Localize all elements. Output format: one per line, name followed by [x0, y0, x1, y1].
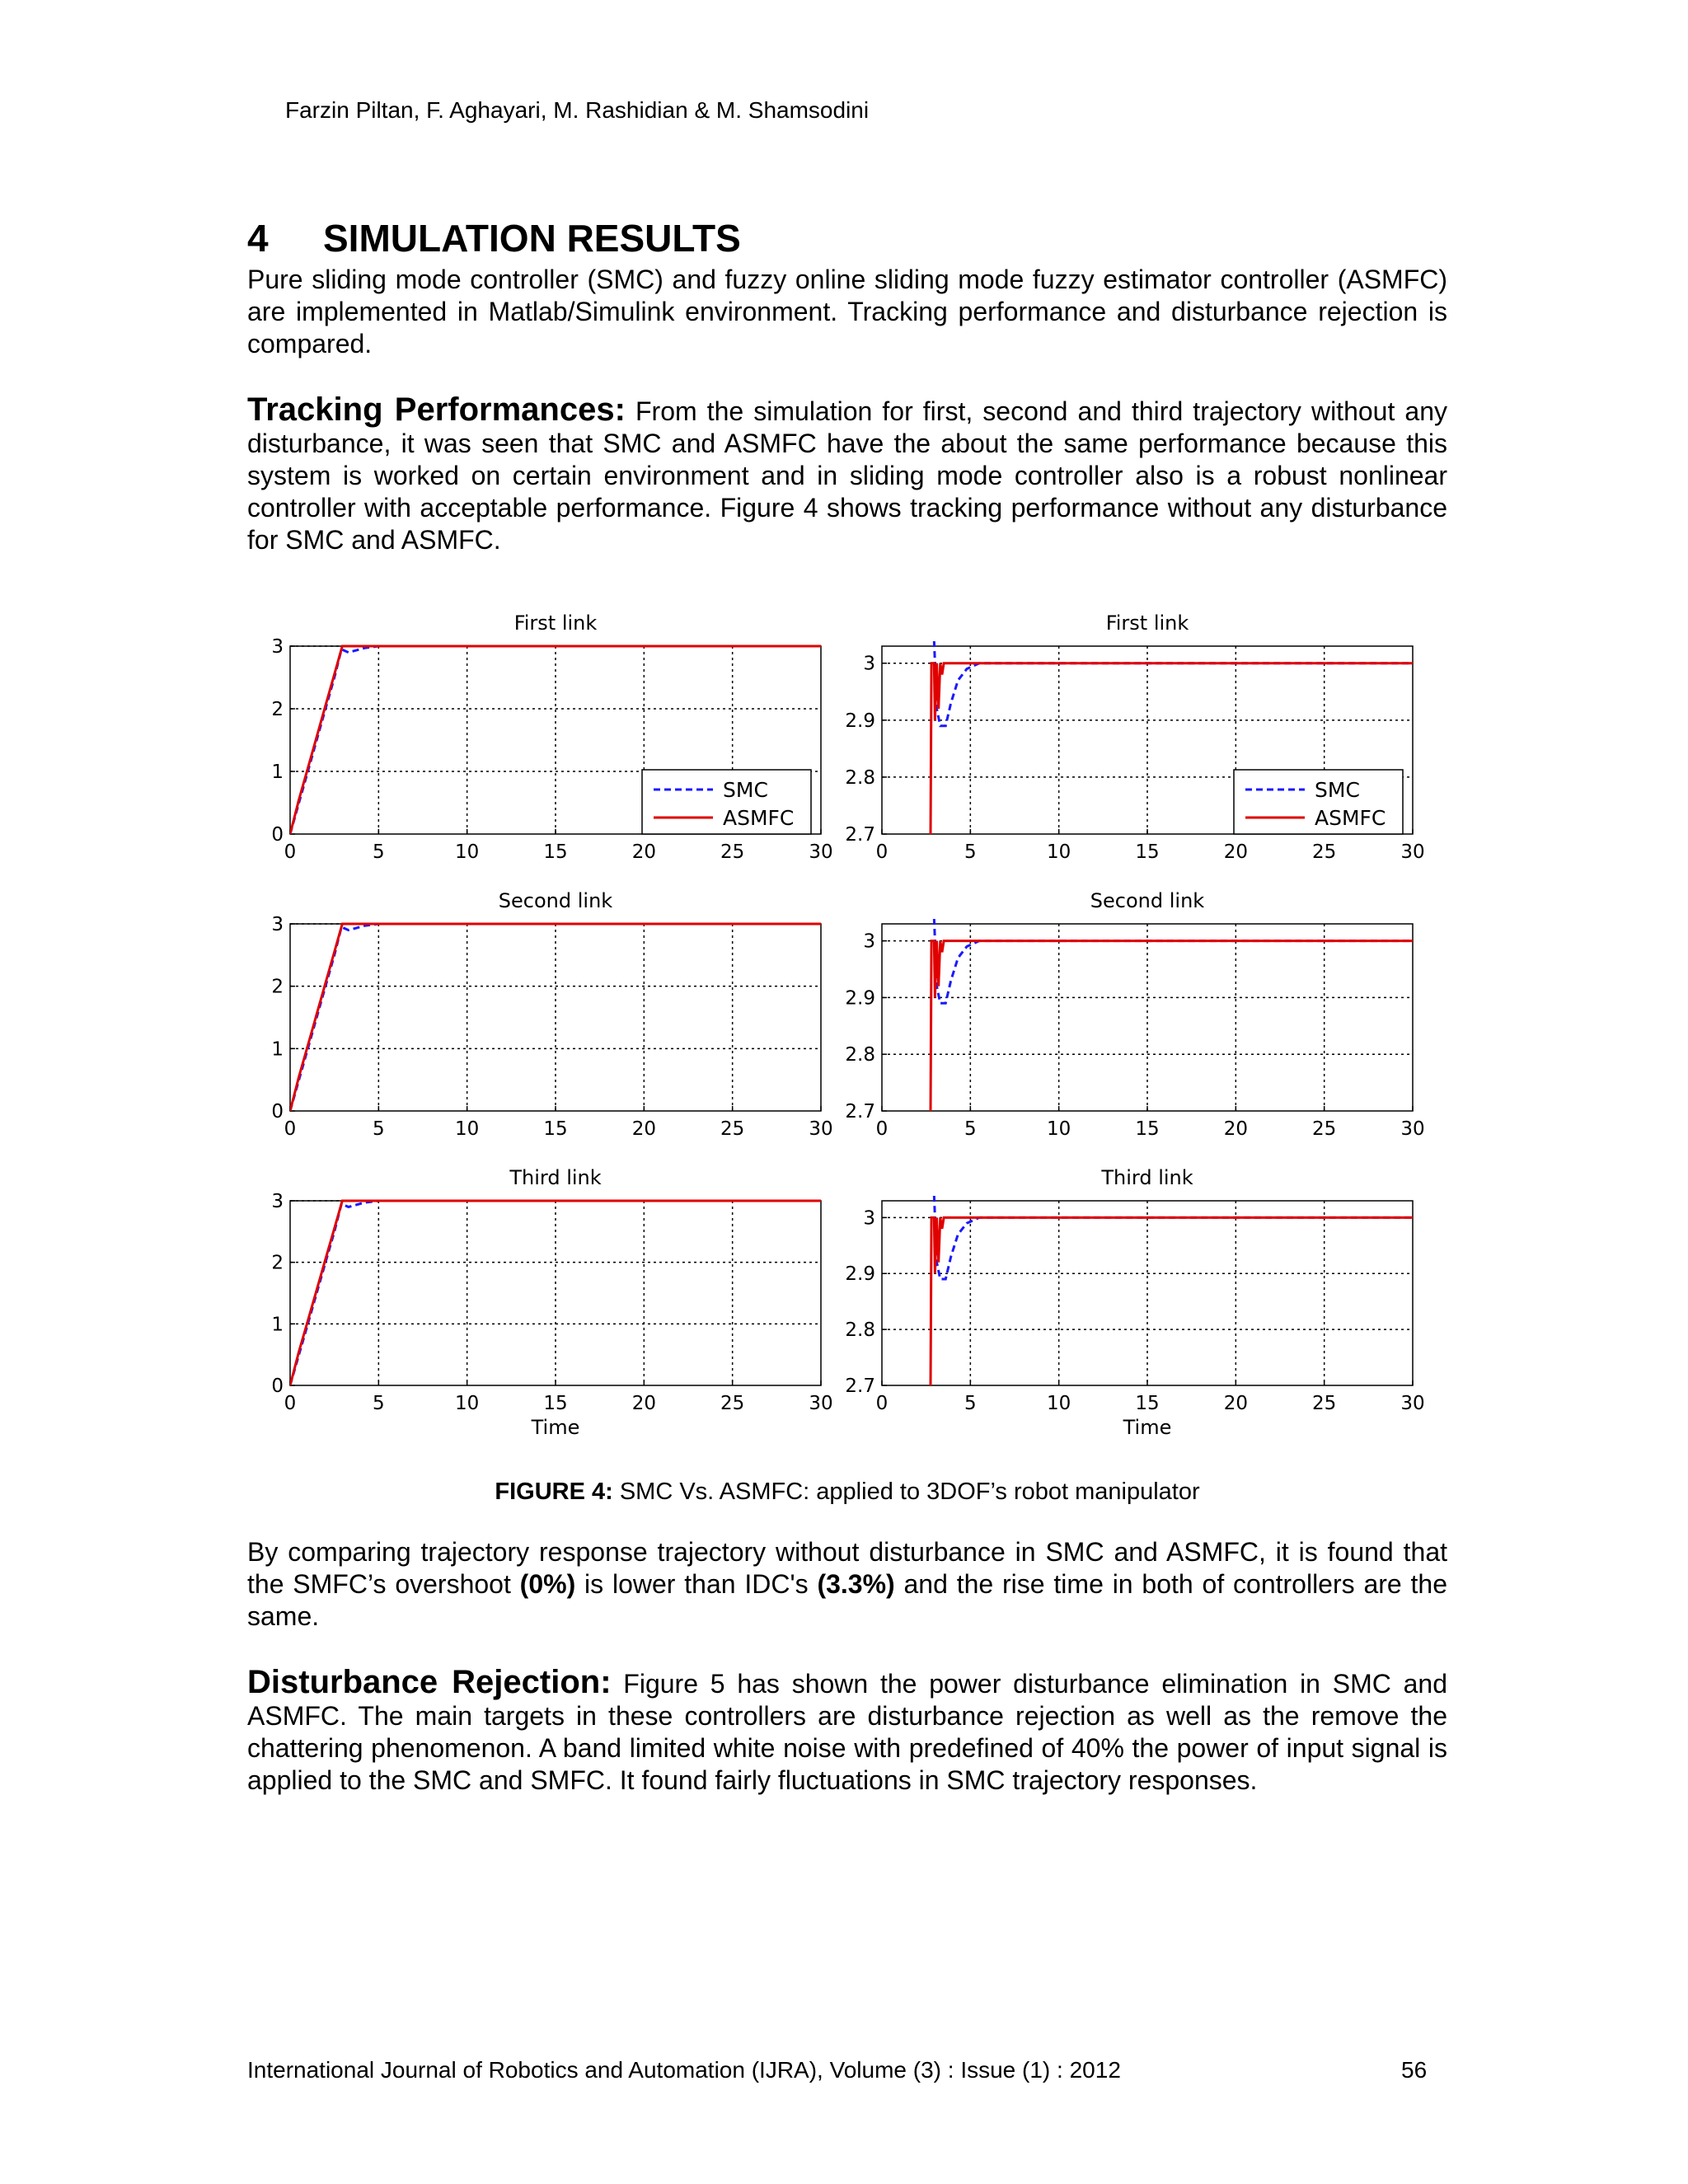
chart-title: Third link [509, 1166, 602, 1189]
x-tick-label: 15 [1135, 1118, 1160, 1140]
comparison-paragraph [247, 1536, 1447, 1633]
intro-paragraph: Pure sliding mode controller (SMC) and fuzzy online sliding mode fuzzy estimator controller (ASMFC) are implemented in Matlab/Simulink environment. Tracking performance and disturbance rejection is compared. [247, 265, 1447, 359]
comparison-text-1: By comparing trajectory response trajectory without disturbance in SMC and ASMFC, it is found that the SMFC’s overshoot [247, 1537, 1447, 1599]
disturbance-text: Figure 5 has shown the power disturbance elimination in SMC and ASMFC. The main targets in these controllers are disturbance rejection as well as the remove the chattering phenomenon. A band limited white noise with predefined of 40% the power of input signal is applied to the SMC and SMFC. It found fairly fluctuations in SMC trajectory responses. [247, 1669, 1447, 1795]
x-tick-label: 0 [284, 1118, 297, 1140]
section-title: SIMULATION RESULTS [323, 217, 741, 260]
y-tick-label: 2.7 [845, 824, 875, 846]
x-axis-label: Time [531, 1416, 580, 1439]
x-tick-label: 25 [1312, 1393, 1337, 1414]
x-tick-label: 0 [284, 1393, 297, 1414]
figure-caption [247, 1479, 1447, 1506]
chart-panel-2 [845, 612, 1424, 863]
chart-title: Second link [498, 889, 613, 912]
x-tick-label: 5 [373, 1118, 385, 1140]
tracking-lead: Tracking Performances: [247, 391, 626, 428]
x-tick-label: 20 [631, 1393, 656, 1414]
chart-panel-1 [271, 612, 832, 863]
y-tick-label: 2.8 [845, 1319, 875, 1342]
x-tick-label: 10 [1047, 841, 1071, 863]
y-tick-label: 3 [271, 1191, 284, 1212]
x-tick-label: 5 [373, 841, 385, 863]
disturbance-lead: Disturbance Rejection: [247, 1664, 612, 1700]
y-tick-label: 3 [863, 930, 875, 953]
x-tick-label: 10 [455, 841, 480, 863]
legend-label-asmfc: ASMFC [1315, 806, 1386, 830]
x-tick-label: 25 [720, 841, 745, 863]
chart-panel-5 [271, 1166, 832, 1439]
comparison-bold-1: (0%) [519, 1569, 576, 1599]
x-tick-label: 15 [543, 1118, 568, 1140]
y-tick-label: 2.7 [845, 1376, 875, 1397]
y-tick-label: 2 [271, 699, 284, 720]
y-tick-label: 2.9 [845, 987, 875, 1010]
x-tick-label: 5 [964, 841, 977, 863]
x-tick-label: 20 [1223, 841, 1248, 863]
chart-title: Third link [1101, 1166, 1193, 1189]
comparison-text-2: is lower than IDC's [575, 1569, 818, 1599]
x-tick-label: 10 [1047, 1393, 1071, 1414]
series-smc-line [934, 918, 1413, 1003]
x-tick-label: 15 [543, 1393, 568, 1414]
comparison-bold-2: (3.3%) [817, 1569, 895, 1599]
legend-label-smc: SMC [1315, 778, 1360, 802]
series-smc-line [934, 1195, 1413, 1279]
footer-journal: International Journal of Robotics and Automation (IJRA), Volume (3) : Issue (1) : 2012 [247, 2057, 1121, 2083]
legend-label-smc: SMC [723, 778, 768, 802]
chart-panel-4 [845, 889, 1424, 1140]
y-tick-label: 0 [271, 1101, 284, 1122]
y-tick-label: 2 [271, 976, 284, 998]
figure-label: FIGURE 4: [495, 1479, 613, 1505]
chart-title: Second link [1090, 889, 1205, 912]
x-tick-label: 5 [964, 1393, 977, 1414]
x-tick-label: 30 [809, 841, 833, 863]
y-tick-label: 2.9 [845, 1263, 875, 1286]
y-tick-label: 3 [863, 653, 875, 675]
series-asmfc-line [931, 941, 1413, 1111]
y-tick-label: 0 [271, 824, 284, 846]
running-head: Farzin Piltan, F. Aghayari, M. Rashidian & M. Shamsodini [285, 97, 870, 123]
x-tick-label: 0 [284, 841, 297, 863]
chart-panel-6 [845, 1166, 1424, 1439]
y-tick-label: 2.7 [845, 1101, 875, 1122]
series-smc-line [934, 640, 1413, 726]
x-tick-label: 5 [964, 1118, 977, 1140]
x-tick-label: 0 [875, 1118, 889, 1140]
x-axis-label: Time [1123, 1416, 1172, 1439]
disturbance-paragraph [247, 1666, 1447, 1797]
series-asmfc-line [931, 1217, 1413, 1385]
chart-title: First link [1105, 612, 1189, 635]
x-tick-label: 30 [809, 1118, 833, 1140]
tracking-text: From the simulation for first, second and third trajectory without any disturbance, it was seen that SMC and ASMFC have the about the same performance because this system is worked on certain environment and in sliding mode controller also is a robust nonlinear controller with acceptable performance. Figure 4 shows tracking performance without any disturbance for SMC and ASMFC. [247, 396, 1447, 555]
x-tick-label: 10 [455, 1118, 480, 1140]
y-tick-label: 0 [271, 1376, 284, 1397]
x-tick-label: 15 [1135, 1393, 1160, 1414]
x-tick-label: 20 [631, 841, 656, 863]
y-tick-label: 3 [863, 1207, 875, 1230]
comparison-text-3: and the rise time in both of controllers are the same. [247, 1569, 1448, 1631]
figure-caption-text: SMC Vs. ASMFC: applied to 3DOF’s robot manipulator [619, 1479, 1200, 1505]
section-number: 4 [247, 217, 269, 260]
y-tick-label: 1 [271, 1038, 284, 1061]
legend-label-asmfc: ASMFC [723, 806, 795, 830]
x-tick-label: 25 [1312, 1118, 1337, 1140]
footer-page-number: 56 [1401, 2057, 1428, 2083]
x-tick-label: 20 [631, 1118, 656, 1140]
x-tick-label: 5 [373, 1393, 385, 1414]
x-tick-label: 10 [1047, 1118, 1071, 1140]
y-tick-label: 2.8 [845, 1044, 875, 1066]
y-tick-label: 1 [271, 762, 284, 783]
y-tick-label: 3 [271, 636, 284, 658]
y-tick-label: 3 [271, 914, 284, 935]
x-tick-label: 25 [720, 1393, 745, 1414]
x-tick-label: 30 [1400, 1118, 1425, 1140]
y-tick-label: 2 [271, 1252, 284, 1274]
chart-title: First link [513, 612, 598, 635]
x-tick-label: 30 [809, 1393, 833, 1414]
x-tick-label: 20 [1223, 1118, 1248, 1140]
x-tick-label: 0 [875, 841, 889, 863]
x-tick-label: 30 [1400, 1393, 1425, 1414]
x-tick-label: 30 [1400, 841, 1425, 863]
x-tick-label: 15 [543, 841, 568, 863]
y-tick-label: 2.9 [845, 710, 875, 732]
x-tick-label: 15 [1135, 841, 1160, 863]
x-tick-label: 25 [1312, 841, 1337, 863]
x-tick-label: 20 [1223, 1393, 1248, 1414]
chart-panel-3 [271, 889, 832, 1140]
x-tick-label: 10 [455, 1393, 480, 1414]
x-tick-label: 0 [875, 1393, 889, 1414]
y-tick-label: 2.8 [845, 766, 875, 789]
x-tick-label: 25 [720, 1118, 745, 1140]
y-tick-label: 1 [271, 1314, 284, 1336]
